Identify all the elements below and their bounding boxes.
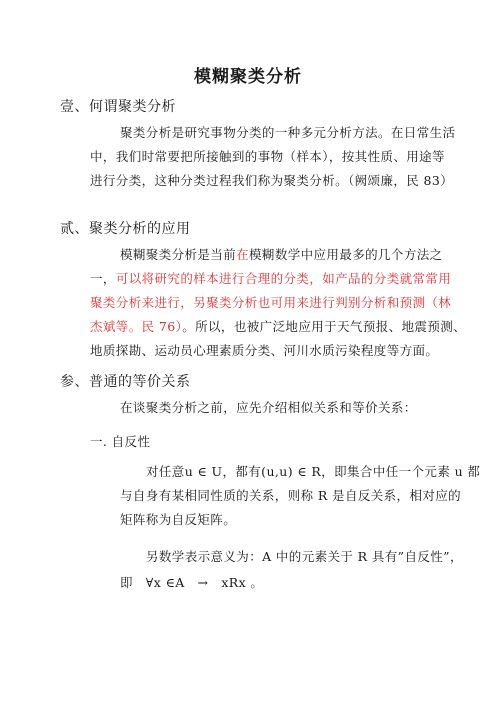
highlighted-text: 杰斌等。民 76） xyxy=(90,319,183,334)
paragraph-line: 与自身有某相同性质的关系，则称 R 是自反关系，相对应的 xyxy=(120,488,462,503)
paragraph-line: 进行分类，这种分类过程我们称为聚类分析。（阙颂廉，民 83） xyxy=(90,173,454,188)
section-heading-3: 参、普通的等价关系 xyxy=(60,374,191,390)
highlighted-text: 可以将研究的样本进行合理的分类，如产品的分类就常常用 xyxy=(115,271,452,286)
text-run: 模糊数学中应用最多的几个方法之 xyxy=(249,247,443,262)
subsection-label: 一. 自反性 xyxy=(90,434,151,449)
highlighted-line: 聚类分析来进行，另聚类分析也可用来进行判别分析和预测（林 xyxy=(90,295,452,310)
document-title: 模糊聚类分析 xyxy=(194,67,302,87)
section-heading-1: 壹、何谓聚类分析 xyxy=(60,99,176,115)
text-run: 。所以，也被广泛地应用于天气预报、地震预测、 xyxy=(182,319,467,334)
math-line: 即 ∀x ∈A → xRx 。 xyxy=(120,575,264,590)
paragraph-line: 在谈聚类分析之前，应先介绍相似关系和等价关系： xyxy=(120,400,417,415)
text-run: 一， xyxy=(90,271,116,286)
text-run: 模糊聚类分析是当前 xyxy=(120,247,237,262)
reflexive-paragraph xyxy=(120,460,480,532)
paragraph-line: 对任意u ∈ U，都有(u,u) ∈ R，即集合中任一个元素 u 都 xyxy=(146,464,481,479)
paragraph-line: 聚类分析是研究事物分类的一种多元分析方法。在日常生活 xyxy=(120,125,456,140)
section-1-paragraph xyxy=(90,121,455,193)
section-heading-2: 贰、聚类分析的应用 xyxy=(60,221,191,237)
section-3-intro xyxy=(120,396,417,420)
paragraph-line: 中，我们时常要把所接触到的事物（样本），按其性质、用途等 xyxy=(90,149,445,164)
paragraph-line xyxy=(90,315,466,339)
section-2-paragraph xyxy=(90,243,466,363)
paragraph-line xyxy=(90,267,466,291)
math-line: 另数学表示意义为：A 中的元素关于 R 具有”自反性”， xyxy=(146,549,463,564)
paragraph-line: 地质探勘、运动员心理素质分类、河川水质污染程度等方面。 xyxy=(90,343,439,358)
math-paragraph xyxy=(120,544,463,596)
paragraph-line xyxy=(120,243,466,267)
paragraph-line: 矩阵称为自反矩阵。 xyxy=(120,512,237,527)
highlighted-text: 在 xyxy=(236,247,250,262)
